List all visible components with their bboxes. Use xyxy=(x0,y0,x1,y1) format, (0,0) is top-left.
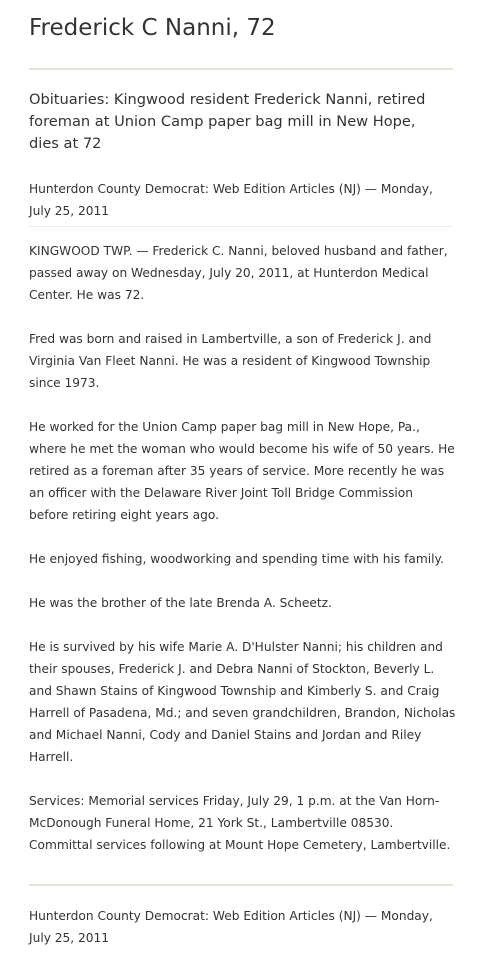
body-paragraph xyxy=(29,790,469,856)
paragraph-line: and Michael Nanni, Cody and Daniel Stains and Jordan and Riley xyxy=(29,728,422,742)
footer-divider xyxy=(29,884,453,886)
paragraph-line: Fred was born and raised in Lambertville, a son of Frederick J. and xyxy=(29,332,432,346)
paragraph-line: passed away on Wednesday, July 20, 2011, at Hunterdon Medical xyxy=(29,266,429,280)
paragraph-line: KINGWOOD TWP. — Frederick C. Nanni, beloved husband and father, xyxy=(29,244,448,258)
body-paragraph xyxy=(29,240,469,306)
title-divider xyxy=(29,68,453,70)
article-source xyxy=(29,178,459,222)
headline-line: foreman at Union Camp paper bag mill in New Hope, xyxy=(29,113,416,130)
body-paragraph xyxy=(29,548,469,570)
paragraph-line: Harrell. xyxy=(29,750,74,764)
source-line: Hunterdon County Democrat: Web Edition Articles (NJ) — Monday, xyxy=(29,182,433,196)
paragraph-line: Virginia Van Fleet Nanni. He was a resident of Kingwood Township xyxy=(29,354,431,368)
paragraph-line: He enjoyed fishing, woodworking and spending time with his family. xyxy=(29,552,444,566)
article-body xyxy=(29,240,469,878)
paragraph-line: He worked for the Union Camp paper bag mill in New Hope, Pa., xyxy=(29,420,420,434)
paragraph-line: their spouses, Frederick J. and Debra Nanni of Stockton, Beverly L. xyxy=(29,662,435,676)
body-paragraph xyxy=(29,592,469,614)
headline-line: dies at 72 xyxy=(29,135,102,152)
paragraph-line: Center. He was 72. xyxy=(29,288,145,302)
paragraph-line: retired as a foreman after 35 years of service. More recently he was xyxy=(29,464,445,478)
paragraph-line: an officer with the Delaware River Joint Toll Bridge Commission xyxy=(29,486,413,500)
paragraph-line: Harrell of Pasadena, Md.; and seven grandchildren, Brandon, Nicholas xyxy=(29,706,456,720)
body-paragraph xyxy=(29,416,469,526)
body-paragraph xyxy=(29,636,469,768)
source-date: July 25, 2011 xyxy=(29,931,110,945)
paragraph-line: McDonough Funeral Home, 21 York St., Lambertville 08530. xyxy=(29,816,394,830)
paragraph-line: He was the brother of the late Brenda A. Scheetz. xyxy=(29,596,332,610)
paragraph-line: He is survived by his wife Marie A. D'Hulster Nanni; his children and xyxy=(29,640,443,654)
source-line: Hunterdon County Democrat: Web Edition Articles (NJ) — Monday, xyxy=(29,909,433,923)
paragraph-line: since 1973. xyxy=(29,376,100,390)
paragraph-line: where he met the woman who would become his wife of 50 years. He xyxy=(29,442,455,456)
page-title: Frederick C Nanni, 72 xyxy=(29,15,276,41)
body-paragraph xyxy=(29,328,469,394)
paragraph-line: Services: Memorial services Friday, July 29, 1 p.m. at the Van Horn- xyxy=(29,794,440,808)
footer-source xyxy=(29,905,459,949)
article-headline xyxy=(29,89,459,155)
paragraph-line: before retiring eight years ago. xyxy=(29,508,219,522)
headline-line: Obituaries: Kingwood resident Frederick Nanni, retired xyxy=(29,91,426,108)
paragraph-line: and Shawn Stains of Kingwood Township and Kimberly S. and Craig xyxy=(29,684,440,698)
paragraph-line: Committal services following at Mount Hope Cemetery, Lambertville. xyxy=(29,838,451,852)
source-divider xyxy=(29,226,453,227)
source-date: July 25, 2011 xyxy=(29,204,110,218)
